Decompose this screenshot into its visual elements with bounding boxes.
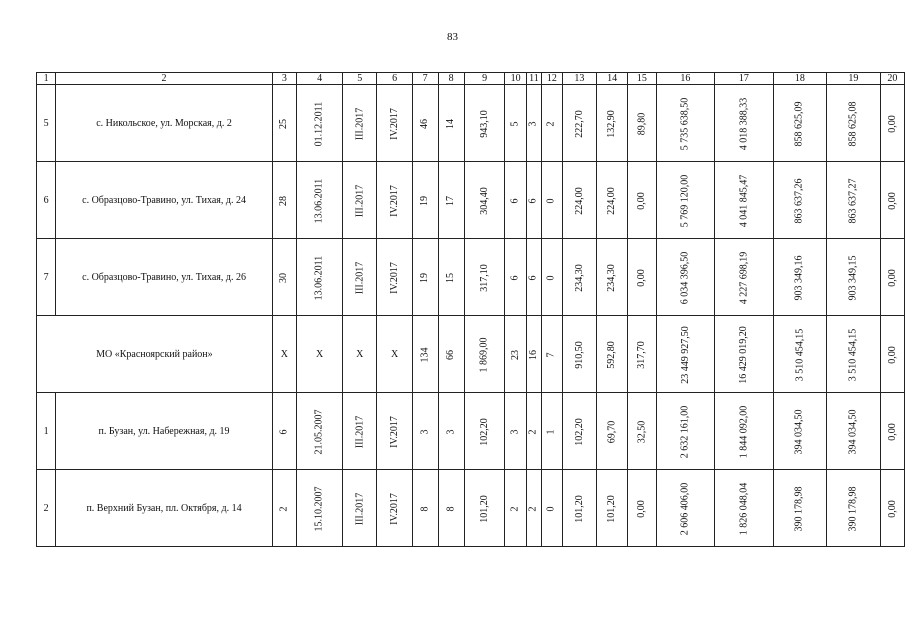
- house-address: п. Верхний Бузан, пл. Октября, д. 14: [56, 470, 272, 547]
- cell-value: 0,00: [635, 268, 647, 287]
- cell-value: 16 429 019,20: [737, 325, 749, 384]
- cell-value: 69,70: [606, 420, 618, 443]
- cell-value: 390 178,98: [847, 486, 859, 531]
- cell-value: 0: [545, 506, 557, 511]
- cell: [297, 239, 343, 316]
- cell-value: 8: [445, 506, 457, 511]
- cell-value: 01.12.2011: [313, 101, 325, 146]
- column-header: 7: [412, 73, 438, 85]
- cell: [656, 162, 715, 239]
- row-number: 1: [37, 393, 56, 470]
- cell-value: 7: [545, 352, 557, 357]
- cell-value: 234,30: [573, 263, 585, 292]
- cell-value: 0,00: [886, 345, 898, 364]
- column-header: 17: [715, 73, 774, 85]
- cell-value: 2: [527, 429, 539, 434]
- cell-value: IV.2017: [388, 492, 400, 525]
- cell: [656, 316, 715, 393]
- cell-value: 28: [278, 195, 290, 206]
- cell: [464, 316, 505, 393]
- cell: [412, 239, 438, 316]
- column-header: 1: [37, 73, 56, 85]
- cell: [773, 393, 827, 470]
- cell-value: 224,00: [606, 186, 618, 215]
- cell: [438, 393, 464, 470]
- row-number: 6: [37, 162, 56, 239]
- cell-value: 3 510 454,15: [847, 328, 859, 381]
- table-row: [37, 239, 905, 316]
- cell-value: 4 227 698,19: [737, 251, 749, 304]
- cell-value: 390 178,98: [793, 486, 805, 531]
- cell-value: 66: [445, 349, 457, 360]
- cell: [628, 393, 657, 470]
- cell: [656, 393, 715, 470]
- cell: [827, 470, 881, 547]
- cell: [505, 85, 526, 162]
- cell: [715, 393, 774, 470]
- cell-value: 21.05.2007: [313, 409, 325, 454]
- cell: [827, 393, 881, 470]
- cell: [773, 239, 827, 316]
- column-header: 16: [656, 73, 715, 85]
- cell: [656, 85, 715, 162]
- cell-value: 1: [545, 429, 557, 434]
- cell: [880, 316, 904, 393]
- cell: [505, 239, 526, 316]
- cell-value: 317,10: [478, 263, 490, 292]
- cell-value: 25: [278, 118, 290, 129]
- cell-value: 6: [527, 275, 539, 280]
- cell-value: 394 034,50: [793, 409, 805, 454]
- cell-value: III.2017: [353, 415, 365, 448]
- cell-value: 0,00: [886, 268, 898, 287]
- cell-value: 304,40: [478, 186, 490, 215]
- column-header: 10: [505, 73, 526, 85]
- cell-value: 46: [419, 118, 431, 129]
- cell: [773, 85, 827, 162]
- region-name: МО «Красноярский район»: [37, 316, 273, 393]
- cell-value: 3: [445, 429, 457, 434]
- cell: [542, 316, 563, 393]
- cell-value: 4 018 388,33: [737, 97, 749, 150]
- cell-value: 6 034 396,50: [679, 251, 691, 304]
- cell-value: 15: [445, 272, 457, 283]
- cell: [412, 162, 438, 239]
- cell: X: [377, 316, 412, 393]
- cell-value: 6: [527, 198, 539, 203]
- cell: [880, 393, 904, 470]
- row-number: 2: [37, 470, 56, 547]
- cell-value: 903 349,15: [847, 255, 859, 300]
- column-header: 11: [526, 73, 541, 85]
- cell-value: 2: [278, 506, 290, 511]
- cell: [628, 470, 657, 547]
- row-number: 7: [37, 239, 56, 316]
- cell: [377, 239, 412, 316]
- cell: [526, 85, 541, 162]
- cell: [562, 85, 596, 162]
- cell-value: 0,00: [886, 114, 898, 133]
- cell-value: 2: [509, 506, 521, 511]
- cell: [715, 316, 774, 393]
- cell: [596, 316, 627, 393]
- cell: [827, 162, 881, 239]
- cell: [272, 393, 296, 470]
- cell: [464, 470, 505, 547]
- cell: [880, 239, 904, 316]
- cell: [656, 239, 715, 316]
- cell: [596, 393, 627, 470]
- cell-value: 6: [278, 429, 290, 434]
- cell-value: 19: [419, 272, 431, 283]
- cell: [562, 393, 596, 470]
- cell: [464, 85, 505, 162]
- cell: [562, 316, 596, 393]
- cell: [880, 85, 904, 162]
- cell-value: 1 869,00: [478, 337, 490, 372]
- cell: [542, 239, 563, 316]
- cell-value: 2 606 406,00: [679, 482, 691, 535]
- cell-value: III.2017: [353, 184, 365, 217]
- region-total-row: [37, 316, 905, 393]
- column-header: 19: [827, 73, 881, 85]
- cell-value: 858 625,09: [793, 101, 805, 146]
- cell-value: 317,70: [635, 340, 647, 369]
- cell: [505, 393, 526, 470]
- cell: [343, 239, 377, 316]
- column-header: 8: [438, 73, 464, 85]
- cell: [827, 85, 881, 162]
- cell: [464, 162, 505, 239]
- cell-value: III.2017: [353, 492, 365, 525]
- cell: [377, 393, 412, 470]
- cell-value: 224,00: [573, 186, 585, 215]
- cell-value: 234,30: [606, 263, 618, 292]
- cell: [438, 239, 464, 316]
- cell-value: 858 625,08: [847, 101, 859, 146]
- cell-value: 4 041 845,47: [737, 174, 749, 227]
- cell: [880, 162, 904, 239]
- cell-value: 5: [509, 121, 521, 126]
- cell-value: 132,90: [606, 109, 618, 138]
- cell: [272, 85, 296, 162]
- cell-value: 0,00: [886, 422, 898, 441]
- cell: [596, 239, 627, 316]
- cell-value: 3: [419, 429, 431, 434]
- table-row: [37, 162, 905, 239]
- cell-value: 1 844 092,00: [737, 405, 749, 458]
- cell: [464, 239, 505, 316]
- cell: [715, 239, 774, 316]
- cell: [628, 85, 657, 162]
- cell: [715, 162, 774, 239]
- column-header: 3: [272, 73, 296, 85]
- cell-value: 15.10.2007: [313, 486, 325, 531]
- cell-value: 0,00: [635, 499, 647, 518]
- cell: [438, 162, 464, 239]
- cell-value: 17: [445, 195, 457, 206]
- cell-value: 0,00: [635, 191, 647, 210]
- cell: [526, 162, 541, 239]
- cell: [596, 85, 627, 162]
- table-row: [37, 470, 905, 547]
- cell-value: 910,50: [573, 340, 585, 369]
- cell-value: 5 735 638,50: [679, 97, 691, 150]
- cell: [656, 470, 715, 547]
- cell-value: 23 449 927,50: [679, 325, 691, 384]
- table-row: [37, 85, 905, 162]
- cell: [343, 162, 377, 239]
- cell: X: [343, 316, 377, 393]
- column-header: 4: [297, 73, 343, 85]
- cell: [343, 470, 377, 547]
- column-header: 20: [880, 73, 904, 85]
- cell-value: 23: [509, 349, 521, 360]
- cell: [505, 316, 526, 393]
- cell: [773, 470, 827, 547]
- cell-value: 3 510 454,15: [793, 328, 805, 381]
- cell-value: 0,00: [886, 499, 898, 518]
- cell: [628, 162, 657, 239]
- cell: [880, 470, 904, 547]
- cell-value: 592,80: [606, 340, 618, 369]
- cell-value: 3: [509, 429, 521, 434]
- cell-value: 0: [545, 198, 557, 203]
- cell-value: III.2017: [353, 261, 365, 294]
- cell-value: 222,70: [573, 109, 585, 138]
- cell-value: IV.2017: [388, 261, 400, 294]
- cell: [562, 239, 596, 316]
- table-row: [37, 393, 905, 470]
- cell-value: 0: [545, 275, 557, 280]
- cell-value: 89,80: [635, 112, 647, 135]
- cell: [377, 470, 412, 547]
- cell-value: 1 826 048,04: [737, 482, 749, 535]
- cell: [526, 239, 541, 316]
- cell: [343, 85, 377, 162]
- cell-value: 2: [527, 506, 539, 511]
- cell-value: 903 349,16: [793, 255, 805, 300]
- cell: [412, 316, 438, 393]
- cell-value: 13.06.2011: [313, 255, 325, 300]
- column-header: 9: [464, 73, 505, 85]
- cell: [505, 470, 526, 547]
- column-header: 6: [377, 73, 412, 85]
- cell-value: 32,50: [635, 420, 647, 443]
- cell-value: 863 637,26: [793, 178, 805, 223]
- cell: [272, 470, 296, 547]
- cell-value: 13.06.2011: [313, 178, 325, 223]
- cell-value: 30: [278, 272, 290, 283]
- cell-value: 16: [527, 349, 539, 360]
- column-header: 18: [773, 73, 827, 85]
- column-header: 12: [542, 73, 563, 85]
- cell: [526, 316, 541, 393]
- register-table: [36, 72, 905, 547]
- cell-value: 6: [509, 275, 521, 280]
- cell-value: 102,20: [478, 417, 490, 446]
- cell: [438, 470, 464, 547]
- cell-value: IV.2017: [388, 415, 400, 448]
- row-number: 5: [37, 85, 56, 162]
- cell: [272, 162, 296, 239]
- cell: [377, 162, 412, 239]
- cell: X: [297, 316, 343, 393]
- cell-value: III.2017: [353, 107, 365, 140]
- cell: [526, 393, 541, 470]
- cell-value: 14: [445, 118, 457, 129]
- cell: [562, 162, 596, 239]
- cell: [596, 162, 627, 239]
- cell-value: 0,00: [886, 191, 898, 210]
- cell: [377, 85, 412, 162]
- column-header: 5: [343, 73, 377, 85]
- house-address: с. Никольское, ул. Морская, д. 2: [56, 85, 272, 162]
- column-number-row: [37, 73, 905, 85]
- cell: [412, 393, 438, 470]
- cell: [628, 316, 657, 393]
- house-address: п. Бузан, ул. Набережная, д. 19: [56, 393, 272, 470]
- cell: [596, 470, 627, 547]
- cell: [827, 316, 881, 393]
- cell-value: IV.2017: [388, 107, 400, 140]
- house-address: с. Образцово-Травино, ул. Тихая, д. 26: [56, 239, 272, 316]
- cell: [343, 393, 377, 470]
- cell: [526, 470, 541, 547]
- cell: [438, 316, 464, 393]
- cell: [272, 239, 296, 316]
- cell: [773, 316, 827, 393]
- column-header: 2: [56, 73, 272, 85]
- cell: [715, 470, 774, 547]
- cell: [827, 239, 881, 316]
- cell-value: 3: [527, 121, 539, 126]
- cell: [412, 85, 438, 162]
- house-address: с. Образцово-Травино, ул. Тихая, д. 24: [56, 162, 272, 239]
- cell-value: 2 632 161,00: [679, 405, 691, 458]
- cell: [542, 470, 563, 547]
- cell: [464, 393, 505, 470]
- cell-value: 101,20: [606, 494, 618, 523]
- cell: [438, 85, 464, 162]
- cell-value: 863 637,27: [847, 178, 859, 223]
- column-header: 15: [628, 73, 657, 85]
- cell: [715, 85, 774, 162]
- cell-value: 134: [419, 347, 431, 362]
- column-header: 14: [596, 73, 627, 85]
- cell: [412, 470, 438, 547]
- cell-value: 6: [509, 198, 521, 203]
- page-number: 83: [447, 31, 458, 43]
- cell-value: IV.2017: [388, 184, 400, 217]
- cell-value: 19: [419, 195, 431, 206]
- cell: [297, 85, 343, 162]
- cell-value: 5 769 120,00: [679, 174, 691, 227]
- cell: X: [272, 316, 296, 393]
- cell-value: 394 034,50: [847, 409, 859, 454]
- cell-value: 2: [545, 121, 557, 126]
- cell: [542, 162, 563, 239]
- cell-value: 101,20: [573, 494, 585, 523]
- cell: [297, 393, 343, 470]
- cell: [773, 162, 827, 239]
- cell-value: 943,10: [478, 109, 490, 138]
- column-header: 13: [562, 73, 596, 85]
- cell: [505, 162, 526, 239]
- cell-value: 8: [419, 506, 431, 511]
- cell-value: 102,20: [573, 417, 585, 446]
- cell: [542, 393, 563, 470]
- cell-value: 101,20: [478, 494, 490, 523]
- cell: [628, 239, 657, 316]
- cell: [297, 470, 343, 547]
- cell: [542, 85, 563, 162]
- cell: [297, 162, 343, 239]
- cell: [562, 470, 596, 547]
